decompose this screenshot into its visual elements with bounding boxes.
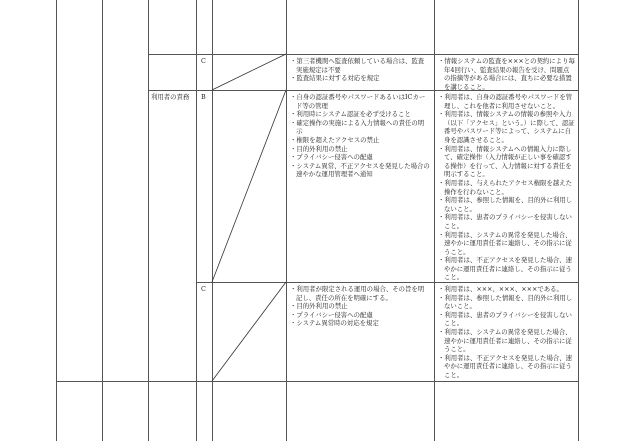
- list-item: ・ プライバシー侵害への配慮: [290, 311, 430, 320]
- diagonal-stroke: [212, 90, 286, 282]
- list-item: ・ 情報システムの監査を×××との契約により毎年4回行い、監査結果の報告を受け、問題点の指摘等がある場合には、直ちに必要な措置を講じること。: [438, 57, 575, 91]
- example-cell: [438, 57, 575, 91]
- list-item: ・ 利用者は、患者のプライバシーを侵害しないこと。: [438, 213, 575, 230]
- list-item: ・ 目的外利用の禁止: [290, 302, 430, 311]
- category-label: 利用者の責務: [151, 93, 190, 101]
- level-label: C: [201, 285, 206, 293]
- list-item: ・ システム異常時の対応を規定: [290, 319, 430, 328]
- list-item: ・ 目的外利用の禁止: [290, 145, 430, 154]
- example-cell: [438, 285, 575, 380]
- list-item: ・ 利用者は、情報システムの情報の参照や入力（以下「アクセス」という。）に際して、認証番号やパスワード等によって、システムに自身を認識させること。: [438, 110, 575, 144]
- list-item: ・ 利用者は、不正アクセスを発見した場合、速やかに運用責任者に連絡し、その指示に従うこと。: [438, 256, 575, 282]
- list-item: ・ 利用者は、システムの異常を発見した場合、速やかに運用責任者に連絡し、その指示に従うこと。: [438, 231, 575, 257]
- list-item: ・ 利用時にシステム認証を必ず受けること: [290, 110, 430, 119]
- list-item: ・ 利用者は、情報システムへの情報入力に際して、確定操作（入力情報が正しい事を確認する操作）を行って、入力情報に対する責任を明示すること。: [438, 145, 575, 179]
- list-item: ・ 利用者は、不正アクセスを発見した場合、速やかに運用責任者に連絡し、その指示に従うこと。: [438, 354, 575, 380]
- level-label: B: [201, 93, 206, 101]
- requirement-cell: [290, 57, 430, 83]
- list-item: ・ 利用者は、システムの異常を発見した場合、速やかに運用責任者に連絡し、その指示に従うこと。: [438, 328, 575, 354]
- list-item: ・ 確定操作の実施による入力情報への責任の明示: [290, 119, 430, 136]
- list-item: ・ 第三者機関へ監査依頼している場合は、監査実施規定は不要: [290, 57, 430, 74]
- requirement-cell: [290, 285, 430, 328]
- list-item: ・ 利用者が限定される運用の場合、その旨を明記し、責任の所在を明確にする。: [290, 285, 430, 302]
- level-label: C: [201, 57, 206, 65]
- list-item: ・ プライバシー侵害への配慮: [290, 153, 430, 162]
- diagonal-stroke: [212, 54, 286, 90]
- diagonal-stroke: [212, 282, 286, 381]
- example-cell: [438, 93, 575, 282]
- list-item: ・ 権限を超えたアクセスの禁止: [290, 136, 430, 145]
- list-item: ・ 利用者は、患者のプライバシーを侵害しないこと。: [438, 311, 575, 328]
- list-item: ・ 利用者は、与えられたアクセス権限を越えた操作を行わないこと。: [438, 179, 575, 196]
- list-item: ・ 利用者は、×××、×××、×××である。: [438, 285, 575, 294]
- list-item: ・ 監査結果に対する対応を規定: [290, 74, 430, 83]
- list-item: ・ 自身の認証番号やパスワードあるいはICカード等の管理: [290, 93, 430, 110]
- list-item: ・ 利用者は、参照した情報を、目的外に利用しないこと。: [438, 196, 575, 213]
- requirement-cell: [290, 93, 430, 179]
- list-item: ・ システム異常、不正アクセスを発見した場合の速やかな運用管理者へ通知: [290, 162, 430, 179]
- list-item: ・ 利用者は、自身の認証番号やパスワードを管理し、これを他者に利用させないこと。: [438, 93, 575, 110]
- list-item: ・ 利用者は、参照した情報を、目的外に利用しないこと。: [438, 294, 575, 311]
